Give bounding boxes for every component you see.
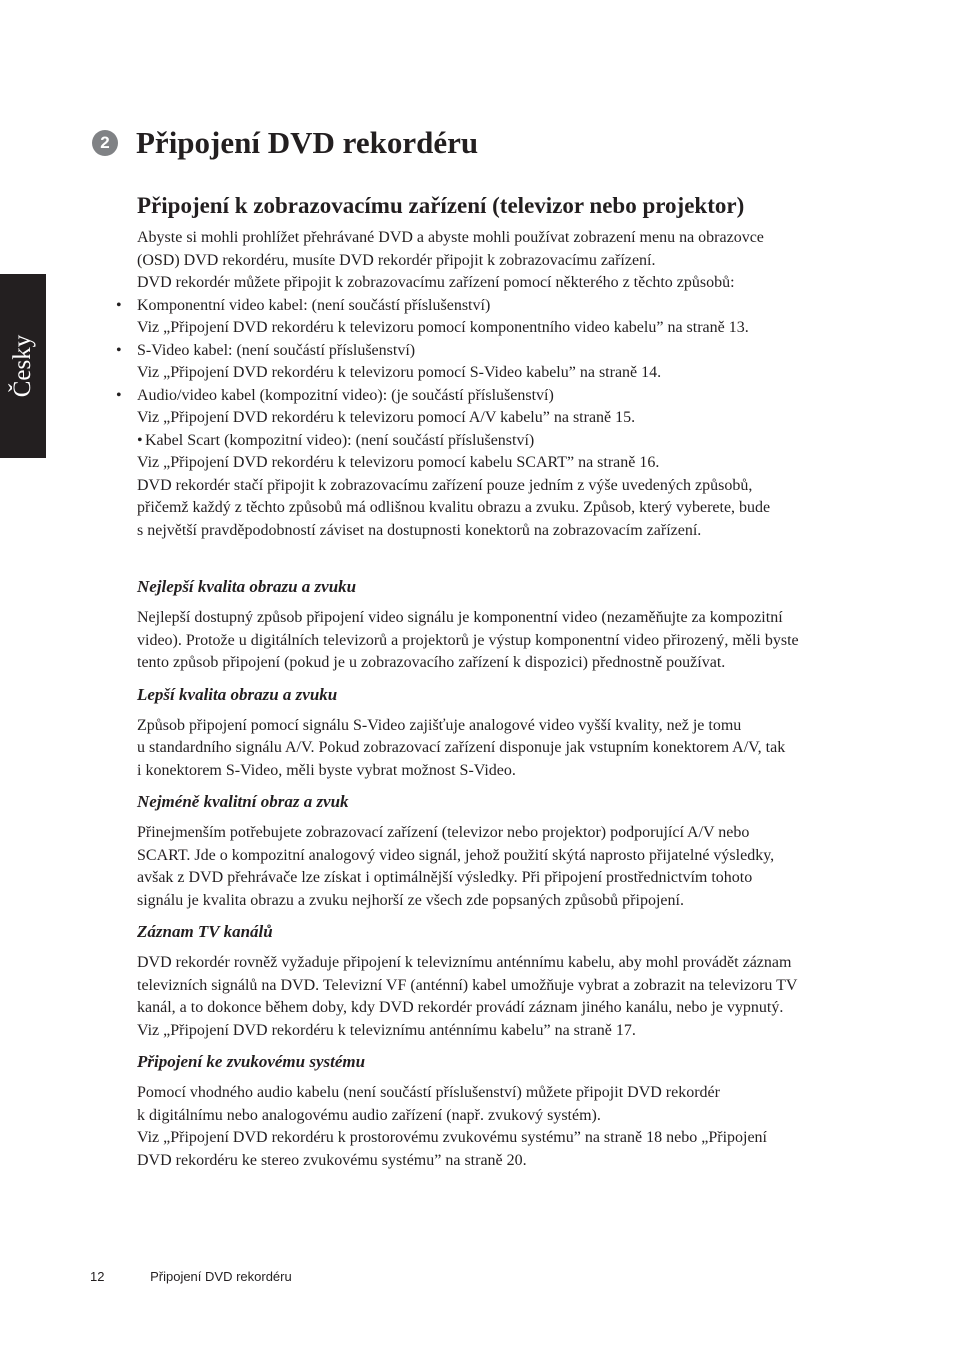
page-body (137, 227, 877, 1172)
subsection-heading-best-quality: Nejlepší kvalita obrazu a zvuku (137, 577, 357, 596)
subsection-paragraph (137, 607, 877, 675)
text-line: tento způsob připojení (pokud je u zobrazovacího zařízení k dispozici) přednostně používat. (137, 654, 726, 671)
subsection-paragraph (137, 822, 877, 912)
text-line: (OSD) DVD rekordéru, musíte DVD rekordér připojit k zobrazovacímu zařízení. (137, 251, 656, 269)
closing-paragraph (137, 475, 877, 543)
page-reference: Viz „Připojení DVD rekordéru k televizoru pomocí kabelu SCART” na straně 16. (137, 454, 660, 471)
text-line: DVD rekordér stačí připojit k zobrazovacímu zařízení pouze jedním z výše uvedených způsobů, (137, 476, 753, 494)
subsection-heading-audio-system: Připojení ke zvukovému systému (137, 1052, 366, 1071)
text-line: i konektorem S-Video, měli byste vybrat možnost S-Video. (137, 761, 516, 779)
text-line: kanál, a to dokonce během doby, kdy DVD rekordér provádí záznam jiného kanálu, nebo je vypnutý. (137, 999, 784, 1016)
list-item (137, 340, 877, 385)
chapter-title: Připojení DVD rekordéru (136, 125, 479, 160)
intro-paragraph (137, 227, 877, 295)
text-line: DVD rekordéru ke stereo zvukovému systému” na straně 20. (137, 1151, 527, 1169)
list-item-text: • Audio/video kabel (kompozitní video): (je součástí příslušenství) (137, 386, 554, 404)
running-title: Připojení DVD rekordéru (150, 1269, 292, 1284)
subsection-heading-lowest-quality: Nejméně kvalitní obraz a zvuk (137, 792, 349, 811)
connection-methods-list (137, 295, 877, 475)
text-line: televizních signálů na DVD. Televizní VF (anténní) kabel umožňuje vybrat a zobrazit na televizoru TV (137, 976, 798, 994)
list-item-text: • Kabel Scart (kompozitní video): (není součástí příslušenství) (145, 431, 535, 449)
page-footer (90, 1268, 292, 1286)
language-side-tab (0, 274, 46, 458)
subsection-heading-tv-recording: Záznam TV kanálů (137, 922, 273, 941)
subsection-heading-better-quality: Lepší kvalita obrazu a zvuku (137, 684, 338, 704)
list-item (137, 295, 877, 340)
list-item-text: • Komponentní video kabel: (není součástí příslušenství) (137, 296, 491, 314)
text-line: DVD rekordér rovněž vyžaduje připojení k televiznímu anténnímu kabelu, aby mohl provádět záznam (137, 954, 792, 971)
subsection-paragraph (137, 715, 877, 783)
text-line: u standardního signálu A/V. Pokud zobrazovací zařízení disponuje jak vstupním konektorem A/V, tak (137, 739, 786, 756)
text-line: Abyste si mohli prohlížet přehrávané DVD a abyste mohli používat zobrazení menu na obrazovce (137, 229, 764, 246)
section-title: Připojení k zobrazovacímu zařízení (televizor nebo projektor) (137, 193, 745, 218)
text-line: přičemž každý z těchto způsobů má odlišnou kvalitu obrazu a zvuku. Způsob, který vyberete, bude (137, 499, 771, 516)
list-item (137, 430, 877, 475)
text-line: k digitálnímu nebo analogovému audio zařízení (např. zvukový systém). (137, 1106, 601, 1124)
subsection-paragraph (137, 1082, 877, 1172)
page-reference: Viz „Připojení DVD rekordéru k televizoru pomocí komponentního video kabelu” na straně 13. (137, 319, 749, 336)
text-line: Nejlepší dostupný způsob připojení video signálu je komponentní video (nezaměňujte za kompozitní (137, 609, 783, 626)
text-line: video). Protože u digitálních televizorů a projektorů je výstup komponentní video přirozený, měli byste (137, 631, 799, 649)
page-number: 12 (90, 1269, 105, 1284)
subsection-paragraph (137, 952, 877, 1042)
text-line: DVD rekordér můžete připojit k zobrazovacímu zařízení pomocí některého z těchto způsobů: (137, 274, 735, 291)
text-line: Pomocí vhodného audio kabelu (není součástí příslušenství) můžete připojit DVD rekordér (137, 1084, 720, 1101)
text-line: s největší pravděpodobností záviset na dostupnosti konektorů na zobrazovacím zařízení. (137, 521, 702, 539)
list-item (137, 385, 877, 430)
text-line: Viz „Připojení DVD rekordéru k televiznímu anténnímu kabelu” na straně 17. (137, 1021, 636, 1039)
text-line: avšak z DVD přehrávače lze získat i optimálnější výsledky. Při připojení prostřednictvím tohoto (137, 869, 753, 886)
text-line: Přinejmenším potřebujete zobrazovací zařízení (televizor nebo projektor) podporující A/V nebo (137, 824, 750, 841)
page-reference: Viz „Připojení DVD rekordéru k televizoru pomocí S-Video kabelu” na straně 14. (137, 364, 662, 381)
language-tab-label: Česky (9, 334, 36, 398)
text-line: Viz „Připojení DVD rekordéru k prostorovému zvukovému systému” na straně 18 nebo „Připojení (137, 1129, 767, 1146)
list-item-text: • S-Video kabel: (není součástí příslušenství) (137, 341, 416, 359)
chapter-number-badge: 2 (92, 130, 118, 156)
page-reference: Viz „Připojení DVD rekordéru k televizoru pomocí A/V kabelu” na straně 15. (137, 409, 636, 426)
text-line: Způsob připojení pomocí signálu S-Video zajišťuje analogové video vyšší kvality, než je tomu (137, 716, 742, 734)
text-line: signálu je kvalita obrazu a zvuku nejhorší ze všech zde popsaných způsobů připojení. (137, 891, 684, 909)
text-line: SCART. Jde o kompozitní analogový video signál, jehož použití skýtá naprosto přijatelné výsledky, (137, 846, 775, 864)
